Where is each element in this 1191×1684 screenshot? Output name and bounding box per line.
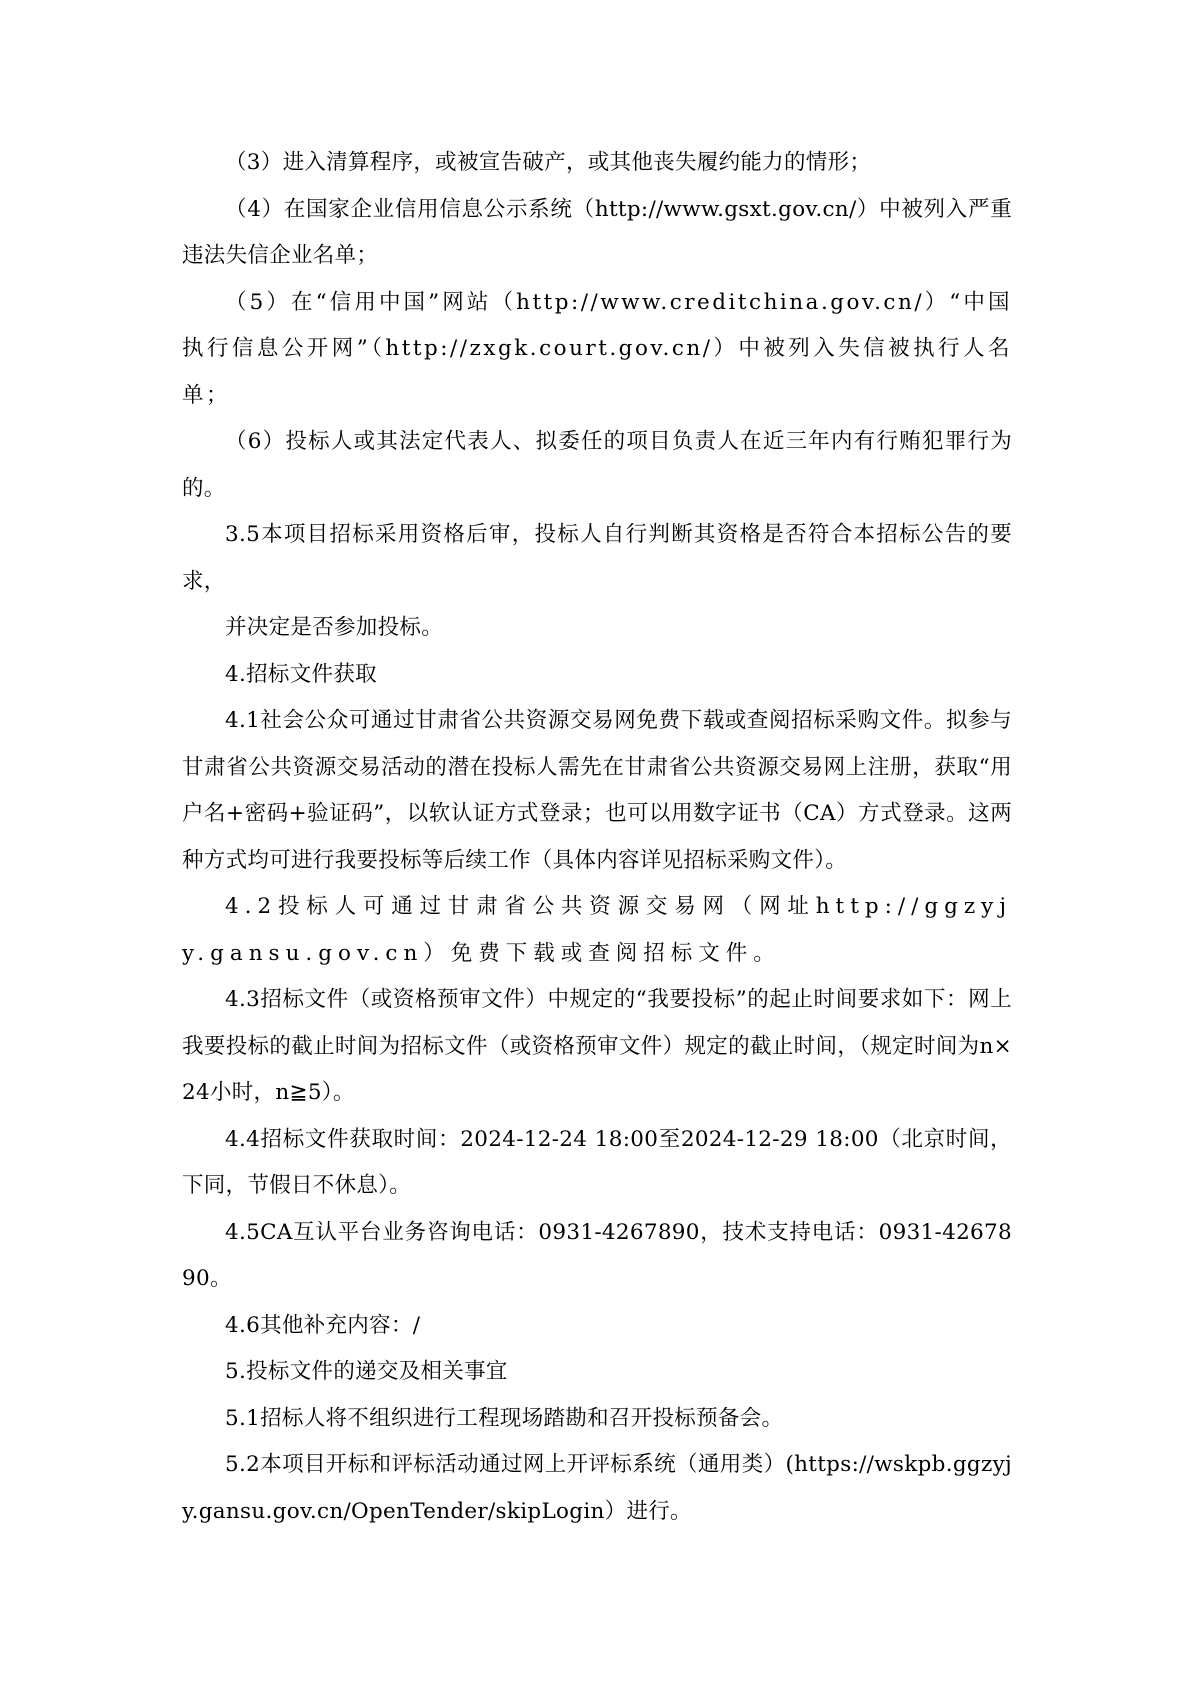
paragraph-4-2: 4.2投标人可通过甘肃省公共资源交易网（网址http://ggzyjy.gansu.gov.cn）免费下载或查阅招标文件。 — [182, 894, 1012, 966]
paragraph-3-5-review: 3.5本项目招标采用资格后审，投标人自行判断其资格是否符合本招标公告的要求， — [182, 522, 1012, 594]
paragraph-4-3: 4.3招标文件（或资格预审文件）中规定的“我要投标”的起止时间要求如下：网上我要投标的截止时间为招标文件（或资格预审文件）规定的截止时间，（规定时间为n×24小时，n≧5）。 — [182, 987, 1012, 1105]
paragraph-4-4: 4.4招标文件获取时间：2024-12-24 18:00至2024-12-29 18:00（北京时间，下同，节假日不休息）。 — [182, 1126, 1012, 1198]
paragraph-5-1: 5.1招标人将不组织进行工程现场踏勘和召开投标预备会。 — [225, 1405, 784, 1431]
paragraph-5-2: 5.2本项目开标和评标活动通过网上开评标系统（通用类）(https://wskpb.ggzyjy.gansu.gov.cn/OpenTender/skipLogin）进行。 — [182, 1452, 1012, 1524]
paragraph-decide-bid: 并决定是否参加投标。 — [225, 615, 444, 640]
paragraph-3-5: （5）在“信用中国”网站（http://www.creditchina.gov.cn/）“中国执行信息公开网”（http://zxgk.court.gov.cn/）中被列入失信被执行人名单； — [182, 289, 1012, 408]
section-heading-5: 5.投标文件的递交及相关事宜 — [225, 1359, 508, 1384]
paragraph-3-4: （4）在国家企业信用信息公示系统（http://www.gsxt.gov.cn/）中被列入严重违法失信企业名单； — [182, 196, 1012, 268]
paragraph-4-1: 4.1社会公众可通过甘肃省公共资源交易网免费下载或查阅招标采购文件。拟参与甘肃省公共资源交易活动的潜在投标人需先在甘肃省公共资源交易网上注册，获取“用户名+密码+验证码”，以软认证方式登录；也可以用数字证书（CA）方式登录。这两种方式均可进行我要投标等后续工作（具体内容详见招标采购文件）。 — [182, 708, 1012, 873]
paragraph-3-6: （6）投标人或其法定代表人、拟委任的项目负责人在近三年内有行贿犯罪行为的。 — [182, 429, 1012, 501]
paragraph-4-6: 4.6其他补充内容：/ — [225, 1312, 421, 1338]
document-body — [182, 140, 1012, 1535]
section-heading-4: 4.招标文件获取 — [225, 661, 377, 687]
paragraph-3-3: （3）进入清算程序，或被宣告破产，或其他丧失履约能力的情形； — [225, 150, 872, 175]
paragraph-4-5: 4.5CA互认平台业务咨询电话：0931-4267890，技术支持电话：0931-4267890。 — [182, 1219, 1012, 1291]
